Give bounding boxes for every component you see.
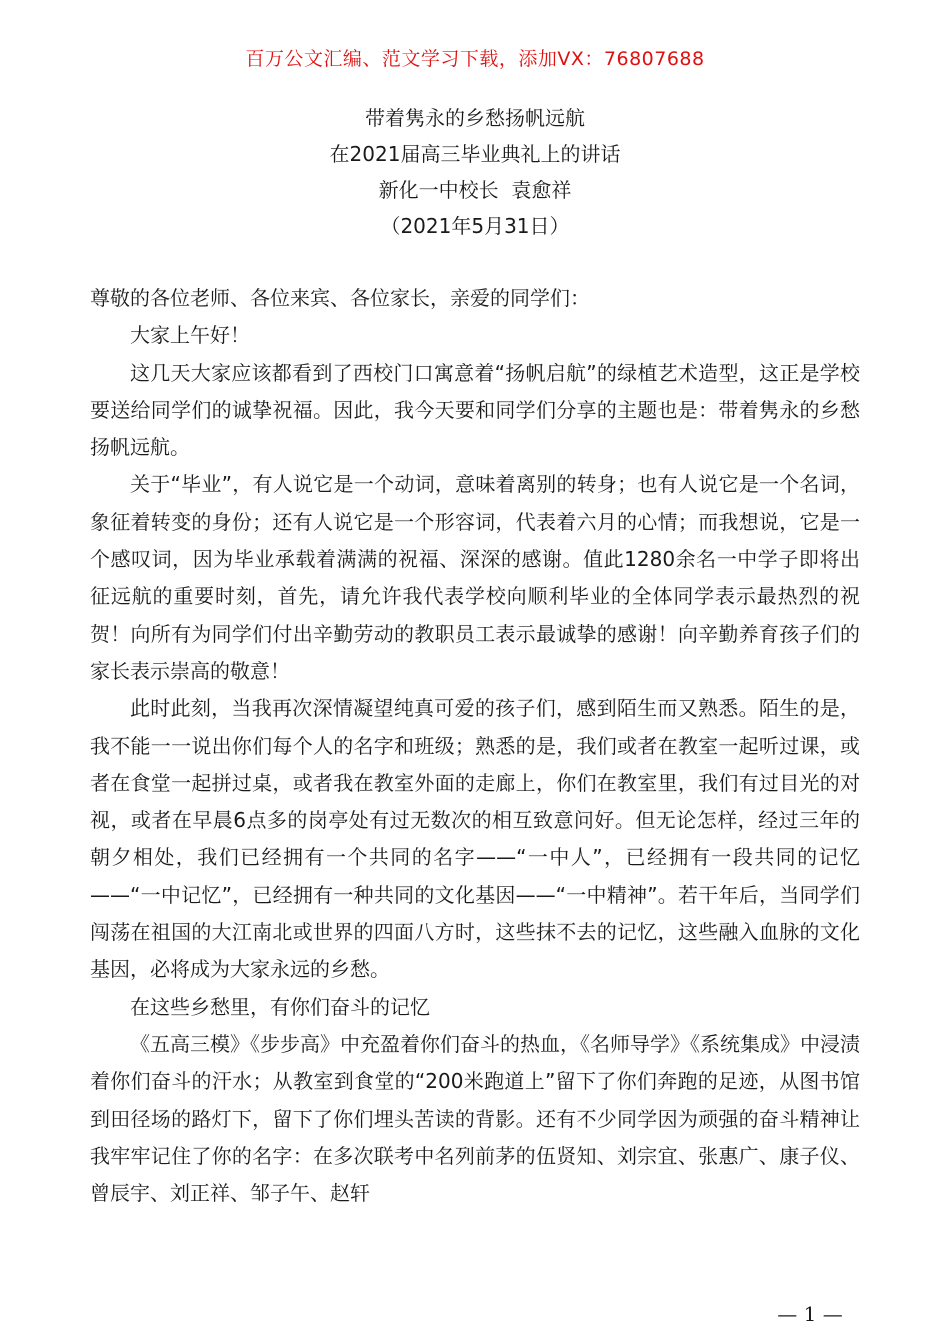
title-block bbox=[0, 100, 950, 244]
section-heading: 在这些乡愁里，有你们奋斗的记忆 bbox=[130, 994, 430, 1019]
speech-title: 带着隽永的乡愁扬帆远航 bbox=[365, 106, 585, 130]
speech-body bbox=[90, 280, 860, 1212]
paragraph: 大家上午好！ bbox=[130, 323, 250, 348]
page-number: — 1 — bbox=[777, 1302, 843, 1326]
paragraph: 此时此刻，当我再次深情凝望纯真可爱的孩子们，感到陌生而又熟悉。陌生的是，我不能一一说出你们每个人的名字和班级；熟悉的是，我们或者在教室一起听过课，或者在食堂一起拼过桌，或者我在教室外面的走廊上，你们在教室里，我们有过目光的对视，或者在早晨6点多的岗亭处有过无数次的相互致意问好。但无论怎样，经过三年的朝夕相处，我们已经拥有一个共同的名字——“一中人”，已经拥有一段共同的记忆——“一中记忆”，已经拥有一种共同的文化基因——“一中精神”。若干年后，当同学们闯荡在祖国的大江南北或世界的四面八方时，这些抹不去的记忆，这些融入血脉的文化基因，必将成为大家永远的乡愁。 bbox=[90, 696, 860, 982]
speech-date: （2021年5月31日） bbox=[380, 214, 570, 238]
promo-banner: 百万公文汇编、范文学习下载，添加VX：76807688 bbox=[245, 48, 705, 70]
speaker-line: 新化一中校长 袁愈祥 bbox=[378, 178, 572, 202]
paragraph: 这几天大家应该都看到了西校门口寓意着“扬帆启航”的绿植艺术造型，这正是学校要送给同学们的诚挚祝福。因此，我今天要和同学们分享的主题也是：带着隽永的乡愁扬帆远航。 bbox=[90, 360, 860, 460]
paragraph: 《五高三模》《步步高》中充盈着你们奋斗的热血，《名师导学》《系统集成》中浸渍着你们奋斗的汗水；从教室到食堂的“200米跑道上”留下了你们奔跑的足迹，从图书馆到田径场的路灯下，留下了你们埋头苦读的背影。还有不少同学因为顽强的奋斗精神让我牢牢记住了你的名字：在多次联考中名列前茅的伍贤知、刘宗宜、张惠广、康子仪、曾辰宇、刘正祥、邹子午、赵轩 bbox=[90, 1031, 860, 1206]
paragraph: 关于“毕业”，有人说它是一个动词，意味着离别的转身；也有人说它是一个名词，象征着转变的身份；还有人说它是一个形容词，代表着六月的心情；而我想说，它是一个感叹词，因为毕业承载着满满的祝福、深深的感谢。值此1280余名一中学子即将出征远航的重要时刻，首先，请允许我代表学校向顺利毕业的全体同学表示最热烈的祝贺！向所有为同学们付出辛勤劳动的教职员工表示最诚挚的感谢！向辛勤养育孩子们的家长表示崇高的敬意！ bbox=[90, 472, 860, 683]
salutation: 尊敬的各位老师、各位来宾、各位家长，亲爱的同学们： bbox=[90, 286, 590, 310]
speech-subtitle: 在2021届高三毕业典礼上的讲话 bbox=[329, 142, 621, 166]
